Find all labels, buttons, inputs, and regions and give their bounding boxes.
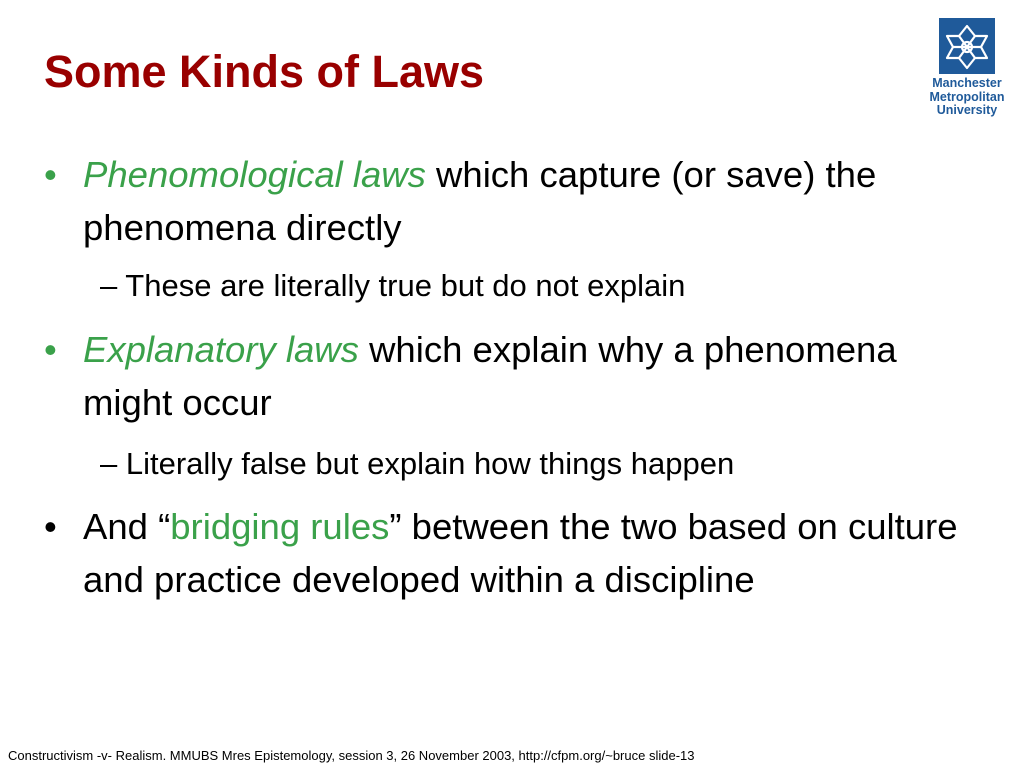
bullet-rest: ” between the two based on culture and practice developed within a discipline (83, 506, 958, 600)
sub-bullet-literally-false: – Literally false but explain how things happen (100, 446, 735, 481)
bullet-term: Explanatory laws (83, 329, 359, 370)
bullet-marker: • (44, 329, 57, 370)
university-name (926, 77, 1008, 118)
bullet-term: bridging rules (170, 506, 390, 547)
bullet-bridging-rules (44, 500, 984, 606)
bullet-phenomological-laws (44, 148, 984, 254)
university-name-line-3: University (936, 103, 998, 117)
slide-title: Some Kinds of Laws (44, 46, 485, 97)
bullet-rest: which capture (or save) the phenomena directly (83, 154, 877, 248)
bullet-rest: which explain why a phenomena might occur (83, 329, 897, 423)
bullet-text (83, 323, 984, 429)
bullet-text (83, 148, 984, 254)
bullet-term: Phenomological laws (83, 154, 426, 195)
university-name-line-1: Manchester (932, 76, 1002, 90)
university-crest-icon (939, 18, 995, 74)
bullet-marker: • (44, 154, 57, 195)
bullet-text (83, 500, 984, 606)
bullet-marker: • (44, 506, 57, 547)
university-logo (926, 18, 1008, 120)
sub-bullet-literally-true: – These are literally true but do not explain (100, 268, 686, 303)
bullet-explanatory-laws (44, 323, 984, 429)
university-name-line-2: Metropolitan (929, 89, 1005, 104)
slide-footer: Constructivism -v- Realism. MMUBS Mres Epistemology, session 3, 26 November 2003, http://cfpm.org/~bruce slide-13 (8, 748, 695, 763)
bullet-prefix: And “ (83, 506, 171, 547)
